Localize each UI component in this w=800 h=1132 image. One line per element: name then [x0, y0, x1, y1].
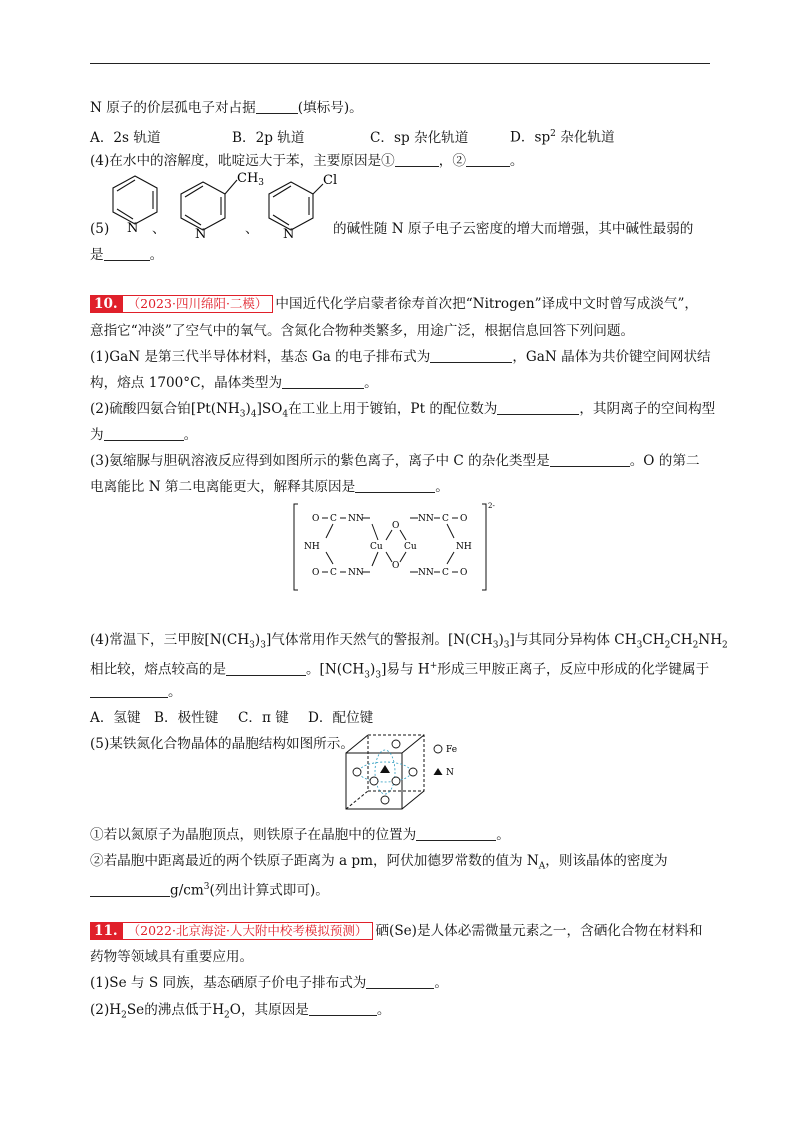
ion-atom: O	[460, 568, 468, 578]
q10-p4-cont: 相比较，熔点较高的是 。$[N(CH_3)_3]$易与 H+形成三甲胺正离子，反应中形成的化学键属于	[90, 661, 710, 681]
ion-atom: NH	[304, 542, 320, 552]
copper-complex-ion-diagram	[290, 500, 510, 595]
pre-q5-line2: 是 。	[90, 247, 164, 263]
ion-atom: NN	[348, 568, 364, 578]
q10-p2-cont: 为 。	[90, 427, 198, 443]
answer-blank[interactable]	[256, 100, 298, 114]
fe-atom	[353, 768, 361, 776]
q11-intro2: 药物等领域具有重要应用。	[90, 949, 254, 965]
left-bracket	[294, 504, 298, 590]
chloropyridine-molecule	[269, 182, 323, 230]
q10-p1: (1)GaN 是第三代半导体材料，基态 Ga 的电子排布式为 ，GaN 晶体为共价键空间网状结	[90, 349, 711, 365]
question-source[interactable]: （2023·四川绵阳·二模）	[122, 295, 274, 313]
fe-atom	[370, 777, 378, 785]
ion-atom: NN	[348, 514, 364, 524]
q10-header: 10. （2023·四川绵阳·二模） 中国近代化学启蒙者徐寿首次把“Nitrogen”译成中文时曾写成淡气”，	[90, 295, 698, 313]
q10-p4-blank: 。	[90, 683, 182, 701]
option-a[interactable]: A．氢键	[90, 710, 141, 726]
q10-s1: ①若以氮原子为晶胞顶点，则铁原子在晶胞中的位置为 。	[90, 827, 510, 843]
legend-fe-label: Fe	[446, 745, 458, 755]
q10-s2-cont: $g/cm^3$(列出计算式即可)。	[90, 878, 329, 900]
ion-atom: C	[330, 568, 337, 578]
ion-atom: C	[330, 514, 337, 524]
legend-fe-icon	[434, 745, 442, 753]
ion-atom: Cu	[370, 542, 383, 552]
q10-p3-cont: 电离能比 N 第二电离能更大，解释其原因是 。	[90, 479, 449, 495]
ion-atom: NN	[418, 514, 434, 524]
cl-label: Cl	[323, 173, 338, 188]
answer-blank[interactable]	[355, 479, 435, 493]
option-c[interactable]: C．sp 杂化轨道	[370, 129, 469, 146]
header-rule	[90, 63, 710, 64]
ion-atom: O	[312, 568, 320, 578]
option-d[interactable]: D．配位键	[308, 710, 374, 726]
n-atom-label: N	[127, 221, 139, 236]
option-a[interactable]: A．2s 轨道	[90, 129, 161, 146]
answer-blank[interactable]	[90, 684, 168, 698]
ion-charge: 2-	[488, 502, 495, 510]
fe-atom	[409, 768, 417, 776]
q10-p1-cont: 构，熔点 1700°C，晶体类型为 。	[90, 375, 378, 391]
option-d[interactable]: D．$sp^2$ 杂化轨道	[510, 129, 615, 146]
option-b[interactable]: B．2p 轨道	[232, 129, 305, 146]
q11-header: 11. （2022·北京海淀·人大附中校考模拟预测） 硒(Se)是人体必需微量元素之一，含硒化合物在材料和	[90, 922, 702, 940]
q10-s2: ②若晶胞中距离最近的两个铁原子距离为 a pm，阿伏加德罗常数的值为 $N_A$，则该晶体的密度为	[90, 853, 668, 872]
iron-nitride-unit-cell	[338, 727, 473, 819]
q10-p2: (2)硫酸四氨合铂$[Pt(NH_3)_4]SO_4$在工业上用于镀铂，Pt 的配位数为 ，其阴离子的空间构型	[90, 401, 716, 420]
q10-p3: (3)氨缩脲与胆矾溶液反应得到如图所示的紫色离子，离子中 C 的杂化类型是 。O 的第二	[90, 453, 700, 469]
pre-q5-text: 的碱性随 N 原子电子云密度的增大而增强，其中碱性最弱的	[333, 221, 694, 237]
q10-p4: (4)常温下，三甲胺$[N(CH_3)_3]$气体常用作天然气的警报剂。$[N(CH_3)_3]$与其同分异构体 $CH_3CH_2CH_2NH_2$	[90, 632, 728, 651]
fe-atom	[392, 740, 400, 748]
fe-atom	[392, 777, 400, 785]
pre-options	[90, 125, 615, 147]
separator: 、	[245, 221, 259, 237]
answer-blank[interactable]	[416, 827, 496, 841]
fe-atom	[381, 796, 389, 804]
q10-options	[90, 709, 373, 727]
ion-atom: O	[392, 561, 400, 571]
right-bracket	[482, 504, 486, 590]
pre-q4: (4)在水中的溶解度，吡啶远大于苯，主要原因是① ，② 。	[90, 153, 524, 169]
ch3-label: $CH_3$	[237, 171, 265, 188]
answer-blank[interactable]	[104, 247, 150, 261]
question-number: 10.	[90, 295, 122, 313]
n-atom	[380, 765, 390, 773]
n-atom-label: N	[195, 227, 207, 240]
pyridine-molecule	[113, 176, 157, 224]
answer-blank[interactable]	[550, 453, 630, 467]
methylpyridine-molecule	[181, 180, 237, 230]
answer-blank[interactable]	[430, 349, 512, 363]
n-atom-label: N	[283, 227, 295, 240]
pre-q5-num: (5)	[90, 221, 110, 237]
ion-atom: C	[442, 568, 449, 578]
question-number: 11.	[90, 922, 122, 940]
answer-blank[interactable]	[282, 375, 364, 389]
ion-atom: Cu	[404, 542, 417, 552]
q10-intro2: 意指它“冲淡”了空气中的氧气。含氮化合物种类繁多，用途广泛，根据信息回答下列问题。	[90, 323, 635, 339]
answer-blank[interactable]	[90, 883, 170, 897]
ion-atom: O	[312, 514, 320, 524]
pyridine-structures	[95, 170, 345, 240]
option-b[interactable]: B．极性键	[154, 710, 219, 726]
ion-atom: NH	[456, 542, 472, 552]
answer-blank[interactable]	[395, 153, 439, 167]
ion-atom: NN	[418, 568, 434, 578]
legend-n-icon	[434, 768, 443, 775]
separator: 、	[152, 221, 166, 237]
answer-blank[interactable]	[104, 427, 184, 441]
legend-n-label: N	[446, 768, 454, 778]
answer-blank[interactable]	[366, 975, 434, 989]
question-source[interactable]: （2022·北京海淀·人大附中校考模拟预测）	[122, 922, 374, 940]
ion-atom: O	[392, 521, 400, 531]
answer-blank[interactable]	[466, 153, 510, 167]
q11-p2: $(2)H_2Se$的沸点低于$H_2O$，其原因是 。	[90, 1002, 391, 1021]
q11-p1: (1)Se 与 S 同族，基态硒原子价电子排布式为 。	[90, 975, 448, 991]
answer-blank[interactable]	[309, 1002, 377, 1016]
answer-blank[interactable]	[497, 401, 579, 415]
ion-atom: C	[442, 514, 449, 524]
option-c[interactable]: C．π 键	[238, 710, 289, 726]
q10-p5: (5)某铁氮化合物晶体的晶胞结构如图所示。	[90, 736, 354, 752]
answer-blank[interactable]	[226, 662, 306, 676]
ion-atom: O	[460, 514, 468, 524]
pre-line1: N 原子的价层孤电子对占据 (填标号)。	[90, 100, 363, 116]
